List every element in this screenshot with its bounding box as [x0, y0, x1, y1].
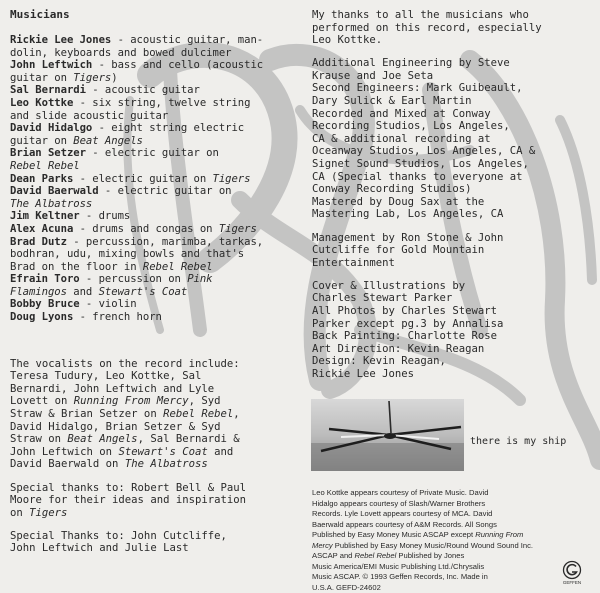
text-span: - electric guitar on	[73, 173, 212, 185]
musicians-line	[10, 97, 302, 110]
musicians-line	[10, 84, 302, 97]
text-span: - acoustic guitar	[86, 84, 200, 96]
text-span: CA & additional recording at	[312, 133, 491, 145]
special-thanks-1-line	[10, 494, 302, 507]
text-span: Conway Recording Studios)	[312, 183, 471, 195]
text-span: Special thanks to: Robert Bell & Paul	[10, 482, 246, 494]
name-text: David Hidalgo	[10, 122, 92, 134]
text-span: - electric guitar on	[99, 185, 232, 197]
text-span: Management by Ron Stone & John	[312, 232, 503, 244]
musicians-line	[10, 261, 302, 274]
text-span: David Hidalgo, Brian Setzer & Syd	[10, 421, 220, 433]
text-span: Charles Stewart Parker	[312, 292, 452, 304]
text-span: Published by Easy Money Music ASCAP except	[312, 530, 475, 539]
title-text: Tigers	[29, 507, 67, 519]
text-span: Mastering Lab, Los Angeles, CA	[312, 208, 503, 220]
vocalists-line	[10, 433, 302, 446]
title-text: Pink	[187, 273, 212, 285]
musicians-line	[10, 147, 302, 160]
legal-credits	[312, 488, 574, 593]
text-span: Straw & Brian Setzer on	[10, 408, 163, 420]
thanks-musicians-line	[312, 34, 592, 47]
management-line	[312, 257, 592, 270]
title-text: Flamingos	[10, 286, 67, 298]
engineering-line	[312, 208, 592, 221]
text-span: ,	[233, 408, 239, 420]
musicians-line	[10, 236, 302, 249]
art-line	[312, 318, 592, 331]
management-line	[312, 232, 592, 245]
text-span: - percussion on	[80, 273, 188, 285]
text-span: My thanks to all the musicians who	[312, 9, 529, 21]
title-text: Tigers	[219, 223, 257, 235]
art-line	[312, 330, 592, 343]
text-span: Parker except pg.3 by Annalisa	[312, 318, 503, 330]
geffen-logo-label: GEFFEN	[561, 580, 583, 585]
text-span: Moore for their ideas and inspiration	[10, 494, 246, 506]
text-span: Teresa Tudury, Leo Kottke, Sal	[10, 370, 201, 382]
text-span: - acoustic guitar, man-	[111, 34, 263, 46]
legal-line	[312, 572, 574, 583]
art-credits-paragraph	[312, 280, 592, 381]
engineering-line	[312, 158, 592, 171]
management-line	[312, 244, 592, 257]
engineering-line	[312, 133, 592, 146]
legal-line	[312, 509, 574, 520]
vocalists-line	[10, 421, 302, 434]
engineering-line	[312, 82, 592, 95]
engineering-line	[312, 145, 592, 158]
left-column	[10, 8, 302, 555]
ship-photo	[311, 399, 464, 471]
name-text: Alex Acuna	[10, 223, 73, 235]
text-span: - percussion, marimba, tarkas,	[67, 236, 263, 248]
text-span: - electric guitar on	[86, 147, 219, 159]
engineering-paragraph	[312, 57, 592, 221]
title-text: Running From Mercy	[74, 395, 189, 407]
text-span: Hidalgo appears courtesy of Slash/Warner Brothers	[312, 499, 485, 508]
legal-line	[312, 530, 574, 541]
musicians-line	[10, 273, 302, 286]
legal-line	[312, 583, 574, 593]
title-text: The Albatross	[10, 198, 92, 210]
geffen-logo-mark	[561, 560, 583, 580]
musicians-line	[10, 286, 302, 299]
title-text: Beat Angels	[67, 433, 137, 445]
text-span: - french horn	[73, 311, 162, 323]
name-text: David Baerwald	[10, 185, 99, 197]
name-text: Sal Bernardi	[10, 84, 86, 96]
musicians-line	[10, 47, 302, 60]
title-text: Tigers	[73, 72, 111, 84]
legal-line	[312, 551, 574, 562]
special-thanks-1-line	[10, 507, 302, 520]
musicians-line	[10, 110, 302, 123]
vocalists-line	[10, 395, 302, 408]
musicians-line	[10, 311, 302, 324]
name-text: John Leftwich	[10, 59, 92, 71]
text-span: guitar on	[10, 135, 73, 147]
special-thanks-2-line	[10, 542, 302, 555]
engineering-line	[312, 70, 592, 83]
title-text: Beat Angels	[73, 135, 143, 147]
text-span: Published by Jones	[396, 551, 464, 560]
right-column	[312, 9, 592, 381]
text-span: and	[67, 286, 99, 298]
text-span: Music ASCAP. © 1993 Geffen Records, Inc. Made in	[312, 572, 488, 581]
legal-line	[312, 541, 574, 552]
text-span: Mastered by Doug Sax at the	[312, 196, 484, 208]
title-text: Rebel Rebel	[10, 160, 80, 172]
text-span: Entertainment	[312, 257, 395, 269]
text-span: Second Engineers: Mark Guibeault,	[312, 82, 522, 94]
legal-line	[312, 562, 574, 573]
special-thanks-paragraph-1	[10, 482, 302, 520]
musicians-line	[10, 223, 302, 236]
text-span: Dary Sulick & Earl Martin	[312, 95, 471, 107]
musicians-line	[10, 59, 302, 72]
musicians-line	[10, 248, 302, 261]
photo-caption: there is my ship	[470, 436, 566, 447]
vocalists-line	[10, 446, 302, 459]
text-span: )	[111, 72, 117, 84]
vocalists-line	[10, 408, 302, 421]
title-text: Rebel Rebel	[355, 551, 397, 560]
text-span: All Photos by Charles Stewart	[312, 305, 497, 317]
musicians-line	[10, 160, 302, 173]
text-span: bodhran, udu, mixing bowls and that's	[10, 248, 244, 260]
title-text: Rebel Rebel	[143, 261, 213, 273]
text-span: Leo Kottke appears courtesy of Private Music. David	[312, 488, 488, 497]
text-span: - drums	[80, 210, 131, 222]
text-span: Additional Engineering by Steve	[312, 57, 510, 69]
musicians-line	[10, 34, 302, 47]
text-span: Brad on the floor in	[10, 261, 143, 273]
text-span: ASCAP and	[312, 551, 355, 560]
musicians-line	[10, 72, 302, 85]
text-span: John Leftwich on	[10, 446, 118, 458]
text-span: - eight string electric	[92, 122, 244, 134]
musicians-list	[10, 34, 302, 324]
art-line	[312, 368, 592, 381]
text-span: Art Direction: Kevin Reagan	[312, 343, 484, 355]
text-span: dolin, keyboards and bowed dulcimer	[10, 47, 231, 59]
engineering-line	[312, 171, 592, 184]
text-span: and	[208, 446, 234, 458]
musicians-line	[10, 173, 302, 186]
engineering-line	[312, 196, 592, 209]
vocalists-line	[10, 370, 302, 383]
musicians-line	[10, 210, 302, 223]
name-text: Jim Keltner	[10, 210, 80, 222]
name-text: Brad Dutz	[10, 236, 67, 248]
text-span: Back Painting: Charlotte Rose	[312, 330, 497, 342]
title-text: Running From	[475, 530, 523, 539]
text-span: Music America/EMI Music Publishing Ltd./Chrysalis	[312, 562, 484, 571]
legal-line	[312, 488, 574, 499]
vocalists-line	[10, 358, 302, 371]
engineering-line	[312, 183, 592, 196]
text-span: Cutcliffe for Gold Mountain	[312, 244, 484, 256]
text-span: CA (Special thanks to everyone at	[312, 171, 522, 183]
musicians-line	[10, 135, 302, 148]
thanks-musicians-line	[312, 9, 592, 22]
legal-line	[312, 520, 574, 531]
text-span: Bernardi, John Leftwich and Lyle	[10, 383, 214, 395]
text-span: performed on this record, especially	[312, 22, 542, 34]
art-line	[312, 292, 592, 305]
special-thanks-paragraph-2	[10, 530, 302, 555]
thanks-musicians-paragraph	[312, 9, 592, 47]
text-span: on	[10, 507, 29, 519]
geffen-logo	[561, 560, 583, 588]
title-text: Tigers	[213, 173, 251, 185]
vocalists-line	[10, 458, 302, 471]
art-line	[312, 343, 592, 356]
text-span: and slide acoustic guitar	[10, 110, 168, 122]
text-span: The vocalists on the record include:	[10, 358, 240, 370]
text-span: - bass and cello (acoustic	[92, 59, 263, 71]
text-span: David Baerwald on	[10, 458, 125, 470]
engineering-line	[312, 108, 592, 121]
name-text: Leo Kottke	[10, 97, 73, 109]
text-span: Leo Kottke.	[312, 34, 382, 46]
text-span: , Sal Bernardi &	[138, 433, 240, 445]
text-span: Rickie Lee Jones	[312, 368, 414, 380]
title-text: Mercy	[312, 541, 333, 550]
special-thanks-1-line	[10, 482, 302, 495]
art-line	[312, 305, 592, 318]
art-line	[312, 280, 592, 293]
name-text: Dean Parks	[10, 173, 73, 185]
text-span: , Syd	[189, 395, 221, 407]
engineering-line	[312, 95, 592, 108]
vocalists-line	[10, 383, 302, 396]
engineering-line	[312, 120, 592, 133]
management-paragraph	[312, 232, 592, 270]
text-span: Krause and Joe Seta	[312, 70, 433, 82]
text-span: U.S.A. GEFD-24602	[312, 583, 381, 592]
musicians-line	[10, 298, 302, 311]
text-span: John Leftwich and Julie Last	[10, 542, 189, 554]
text-span: Published by Easy Money Music/Round Wound Sound Inc.	[333, 541, 533, 550]
text-span: Recorded and Mixed at Conway	[312, 108, 491, 120]
text-span: Design: Kevin Reagan,	[312, 355, 446, 367]
name-text: Bobby Bruce	[10, 298, 80, 310]
text-span: Baerwald appears courtesy of A&M Records. All Songs	[312, 520, 497, 529]
text-span: - six string, twelve string	[73, 97, 250, 109]
title-text: Rebel Rebel	[163, 408, 233, 420]
name-text: Efrain Toro	[10, 273, 80, 285]
name-text: Rickie Lee Jones	[10, 34, 111, 46]
text-span: Records. Lyle Lovett appears courtesy of MCA. David	[312, 509, 492, 518]
title-text: Stewart's Coat	[118, 446, 207, 458]
text-span: guitar on	[10, 72, 73, 84]
title-text: Stewart's Coat	[99, 286, 188, 298]
text-span: Oceanway Studios, Los Angeles, CA &	[312, 145, 535, 157]
musicians-heading: Musicians	[10, 8, 302, 21]
vocalists-paragraph	[10, 358, 302, 471]
text-span: Signet Sound Studios, Los Angeles,	[312, 158, 529, 170]
musicians-line	[10, 122, 302, 135]
text-span: Special Thanks to: John Cutcliffe,	[10, 530, 227, 542]
legal-line	[312, 499, 574, 510]
special-thanks-2-line	[10, 530, 302, 543]
name-text: Brian Setzer	[10, 147, 86, 159]
engineering-line	[312, 57, 592, 70]
text-span: Lovett on	[10, 395, 74, 407]
text-span: Recording Studios, Los Angeles,	[312, 120, 510, 132]
text-span: - violin	[80, 298, 137, 310]
text-span: - drums and congas on	[73, 223, 219, 235]
name-text: Doug Lyons	[10, 311, 73, 323]
text-span: Straw on	[10, 433, 67, 445]
thanks-musicians-line	[312, 22, 592, 35]
musicians-line	[10, 185, 302, 198]
musicians-line	[10, 198, 302, 211]
legal-text	[312, 488, 574, 593]
art-line	[312, 355, 592, 368]
text-span: Cover & Illustrations by	[312, 280, 465, 292]
title-text: The Albatross	[125, 458, 208, 470]
